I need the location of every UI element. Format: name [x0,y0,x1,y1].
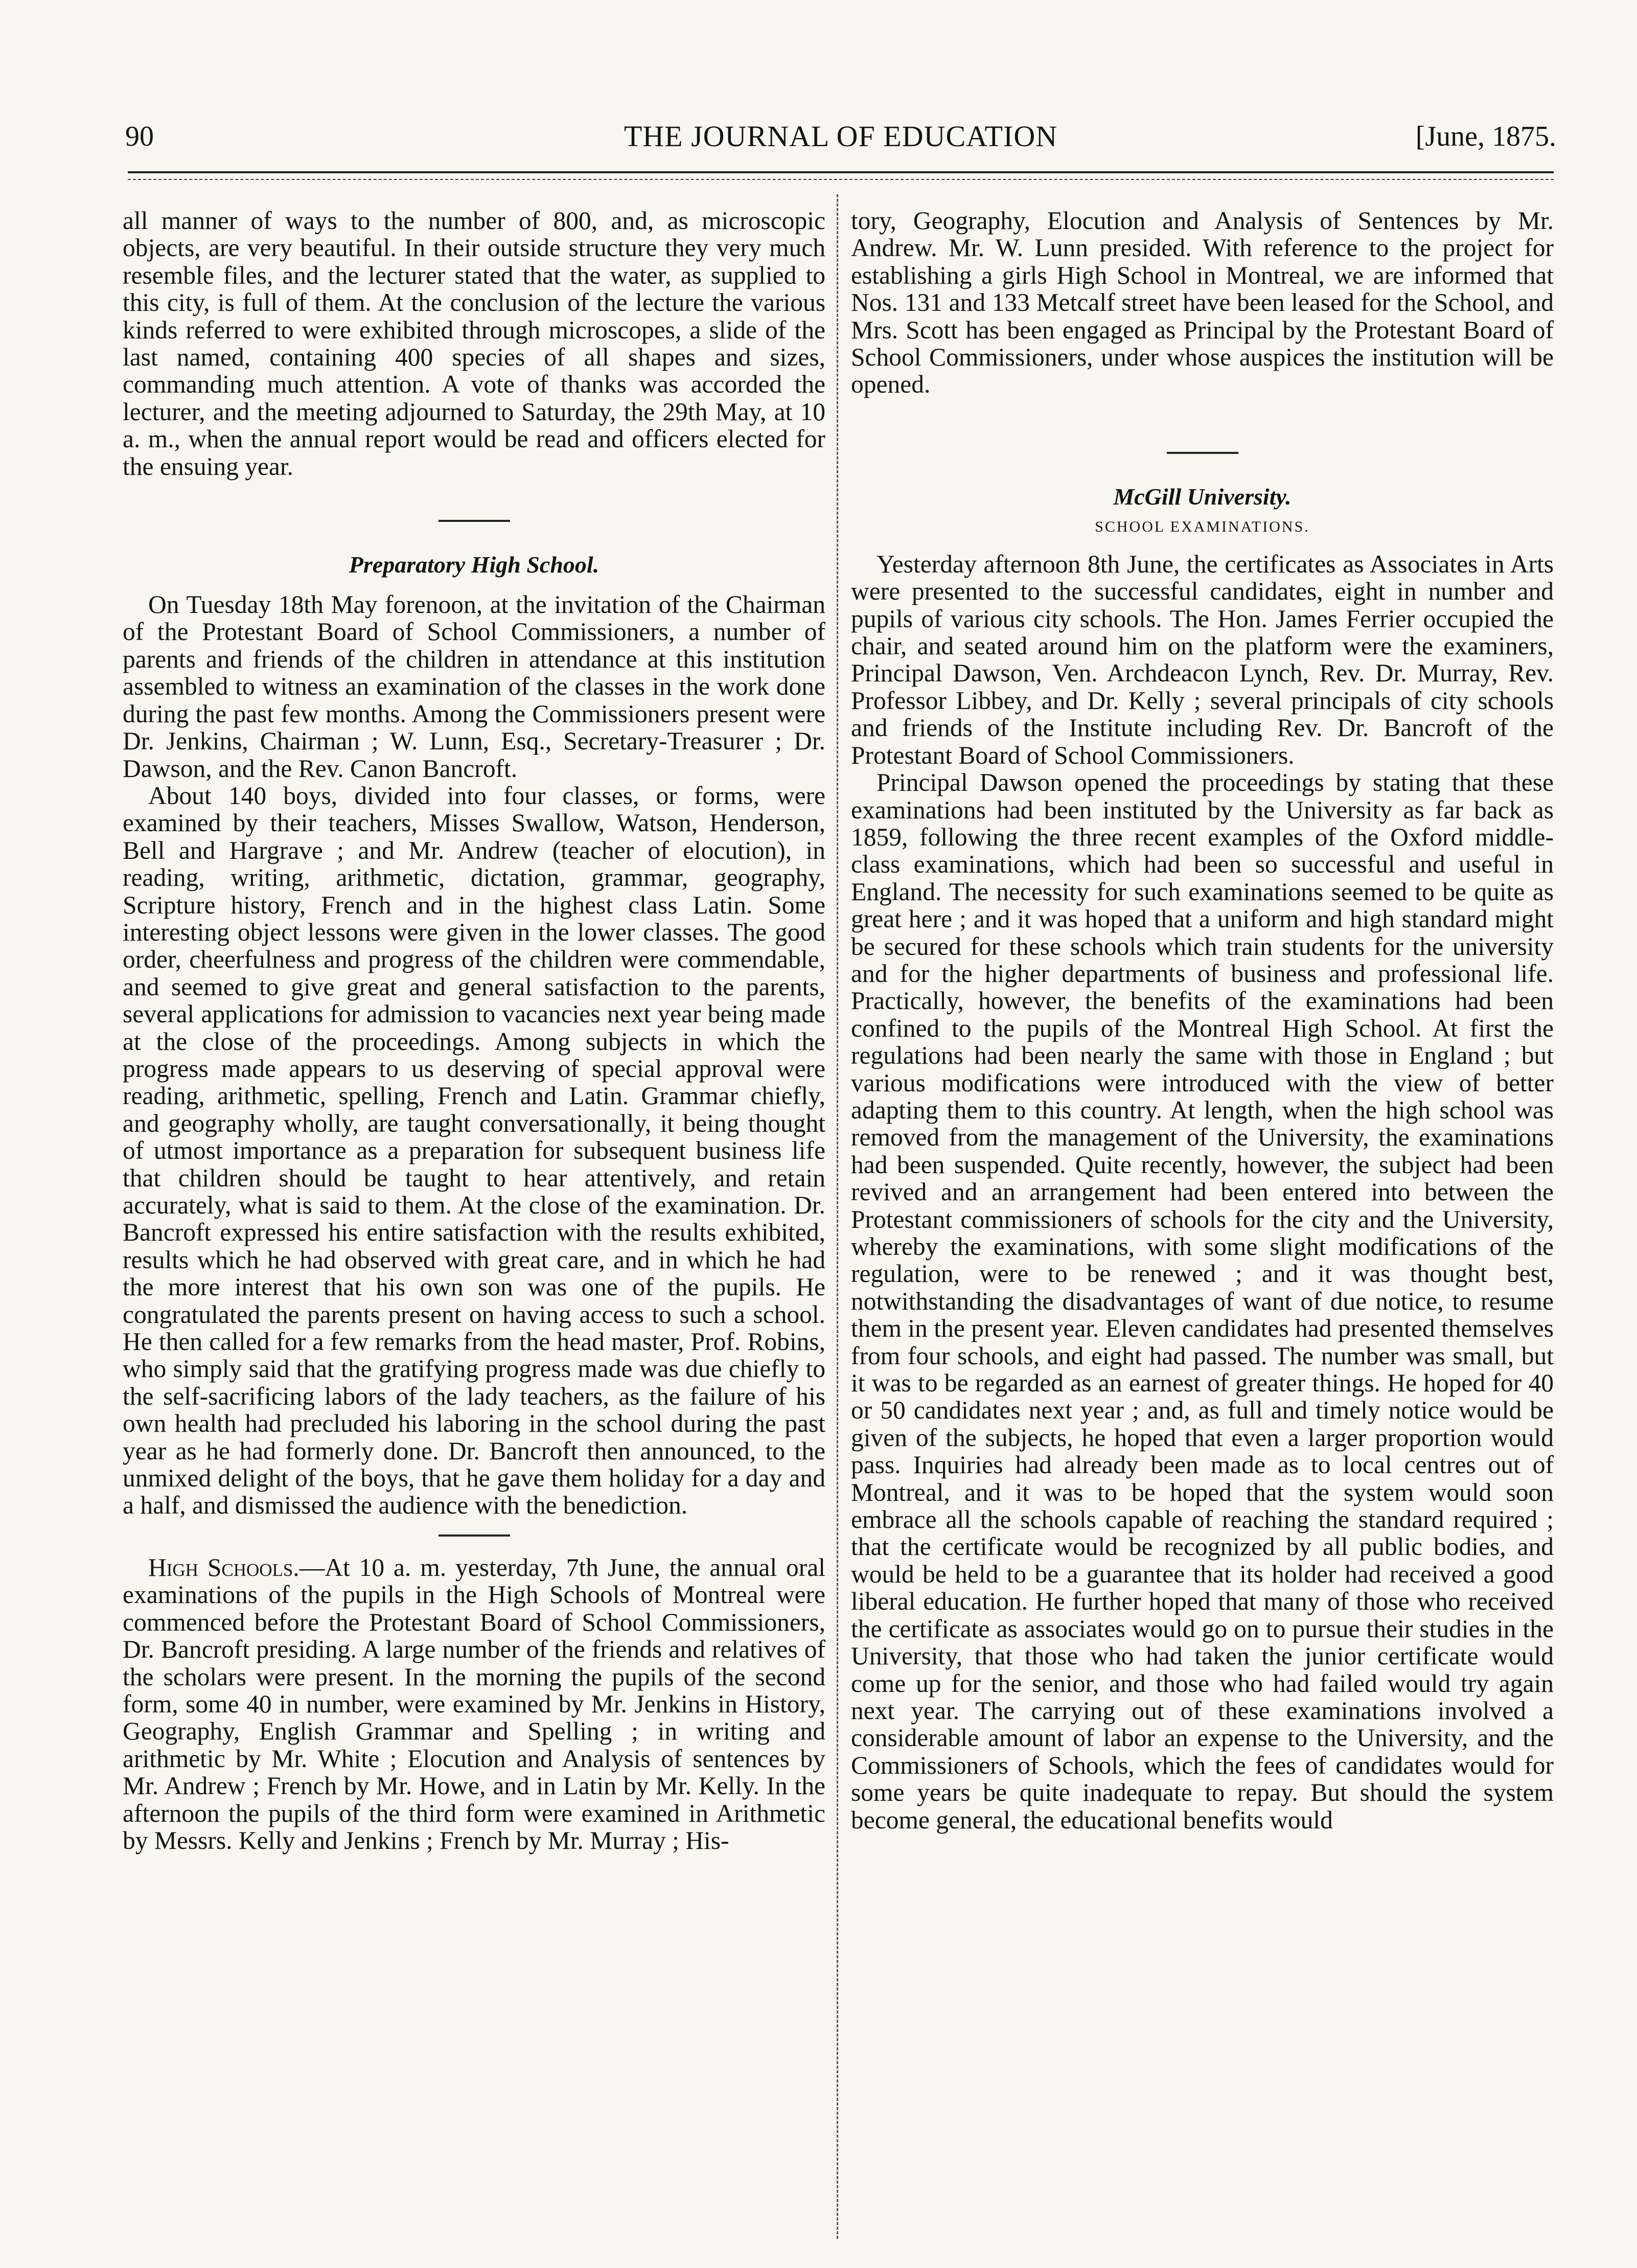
section-heading-mcgill-university: McGill University. [1113,483,1292,510]
header-rule [128,171,1554,173]
article-continuation: tory, Geography, Elocution and Analysis of Sentences by Mr. Andrew. Mr. W. Lunn presided. With reference to the project for establishing a girls High School in Montreal, we are informed that Nos. 131 and 133 Metcalf street have been leased for the School, and Mrs. Scott has been engaged as Principal by the Protestant Board of School Commissioners, under whose auspices the institution will be opened. [851,207,1554,399]
run-in-heading: High Schools. [148,1553,299,1582]
journal-title: THE JOURNAL OF EDUCATION [624,120,1058,153]
article-paragraph: Yesterday afternoon 8th June, the certificates as Associates in Arts were presented to the successful candidates, eight in number and pupils of various city schools. The Hon. James Ferrier occupied the chair, and seated around him on the platform were the examiners, Principal Dawson, Ven. Archdeacon Lynch, Rev. Dr. Murray, Rev. Professor Libbey, and Dr. Kelly ; several principals of city schools and friends of the Institute including Rev. Dr. Bancroft of the Protestant Board of School Commissioners. [851,549,1554,769]
section-subheading: SCHOOL EXAMINATIONS. [1095,518,1310,535]
page-header [125,119,1556,159]
article-paragraph: About 140 boys, divided into four classes, or forms, were examined by their teachers, Misses Swallow, Watson, Henderson, Bell and Hargrave ; and Mr. Andrew (teacher of elocution), in reading, writing, arithmetic, dictation, grammar, geography, Scripture history, French and in the highest class Latin. Some interesting object lessons were given in the lower classes. The good order, cheerfulness and progress of the children were commendable, and seemed to give great and general satisfaction to the parents, several applications for admission to vacancies next year being made at the close of the proceedings. Among subjects in which the progress made appears to us deserving of special approval were reading, arithmetic, spelling, French and Latin. Grammar chiefly, and geography wholly, are taught conversationally, it being thought of utmost importance as a preparation for subsequent business life that children should be taught to hear attentively, and retain accurately, what is said to them. At the close of the examination. Dr. Bancroft expressed his entire satisfaction with the results exhibited, results which he had observed with great care, and in which he had the more interest that his own son was one of the pupils. He congratulated the parents present on having access to such a school. He then called for a few remarks from the head master, Prof. Robins, who simply said that the gratifying progress made was due chiefly to the self-sacrificing labors of the lady teachers, as the failure of his own health had precluded his laboring in the school during the past year as he had formerly done. Dr. Bancroft then announced, to the unmixed delight of the boys, that he gave them holiday for a day and a half, and dismissed the audience with the benediction. [123,781,825,1520]
issue-date: [June, 1875. [1415,121,1556,152]
paragraph-text: —At 10 a. m. yesterday, 7th June, the annual oral examinations of the pupils in the High Schools of Montreal were commenced before the Protestant Board of School Commissioners, Dr. Bancroft presiding. A large number of the friends and relatives of the scholars were present. In the morning the pupils of the second form, some 40 in number, were examined by Mr. Jenkins in History, Geography, English Grammar and Spelling ; in writing and arithmetic by Mr. White ; Elocution and Analysis of sentences by Mr. Andrew ; French by Mr. Howe, and in Latin by Mr. Kelly. In the afternoon the pupils of the third form were examined in Arithmetic by Messrs. Kelly and Jenkins ; French by Mr. Murray ; His- [123,1553,825,1854]
right-column [851,207,1554,2247]
header-rule-dashed [128,179,1554,180]
column-divider [837,194,838,2239]
section-heading-preparatory-high-school: Preparatory High School. [349,552,600,578]
page-number: 90 [125,121,154,152]
article-paragraph: Principal Dawson opened the proceedings by stating that these examinations had been instituted by the University as far back as 1859, following the three recent examples of the Oxford middle-class examinations, which had been so successful and useful in England. The necessity for such examinations seemed to be quite as great here ; and it was hoped that a uniform and high standard might be secured for these schools which train students for the university and for the higher departments of business and professional life. Practically, however, the benefits of the examinations had been confined to the pupils of the Montreal High School. At first the regulations had been nearly the same with those in England ; but various modifications were introduced with the view of better adapting them to this country. At length, when the high school was removed from the management of the University, the examinations had been suspended. Quite recently, however, the subject had been revived and an arrangement had been entered into between the Protestant commissioners of schools for the city and the University, whereby the examinations, with some slight modifications of the regulation, were to be renewed ; and it was thought best, notwithstanding the disadvantages of want of due notice, to resume them in the present year. Eleven candidates had presented themselves from four schools, and eight had passed. The number was small, but it was to be regarded as an earnest of greater things. He hoped for 40 or 50 candidates next year ; and, as full and timely notice would be given of the subjects, he hoped that even a larger proportion would pass. Inquiries had already been made as to local centres out of Montreal, and it was to be hoped that the system would soon embrace all the schools capable of reaching the standard required ; that the certificate would be recognized by all public bodies, and would be held to be a guarantee that its holder had received a good liberal education. He further hoped that many of those who received the certificate as associates would go on to pursue their studies in the University, that those who had taken the junior certificate would come up for the senior, and those who had failed would try again next year. The carrying out of these examinations involved a considerable amount of labor an expense to the University, and the Commissioners of Schools, which the fees of candidates would for some years be quite inadequate to repay. But should the system become general, the educational benefits would [851,768,1554,1834]
article-continuation: all manner of ways to the number of 800, and, as microscopic objects, are very beautiful. In their outside structure they very much resemble files, and the lecturer stated that the water, as supplied to this city, is full of them. At the conclusion of the lecture the various kinds referred to were exhibited through microscopes, a slide of the last named, containing 400 species of all shapes and sizes, commanding much attention. A vote of thanks was accorded the lecturer, and the meeting adjourned to Saturday, the 29th May, at 10 a. m., when the annual report would be read and officers elected for the ensuing year. [123,207,825,480]
left-column [123,207,825,2247]
article-paragraph: On Tuesday 18th May forenoon, at the invitation of the Chairman of the Protestant Board of School Commissioners, a number of parents and friends of the children in attendance at this institution assembled to witness an examination of the classes in the work done during the past few months. Among the Commissioners present were Dr. Jenkins, Chairman ; W. Lunn, Esq., Secretary-Treasurer ; Dr. Dawson, and the Rev. Canon Bancroft. [123,590,825,783]
article-paragraph-high-schools [123,1554,825,1854]
